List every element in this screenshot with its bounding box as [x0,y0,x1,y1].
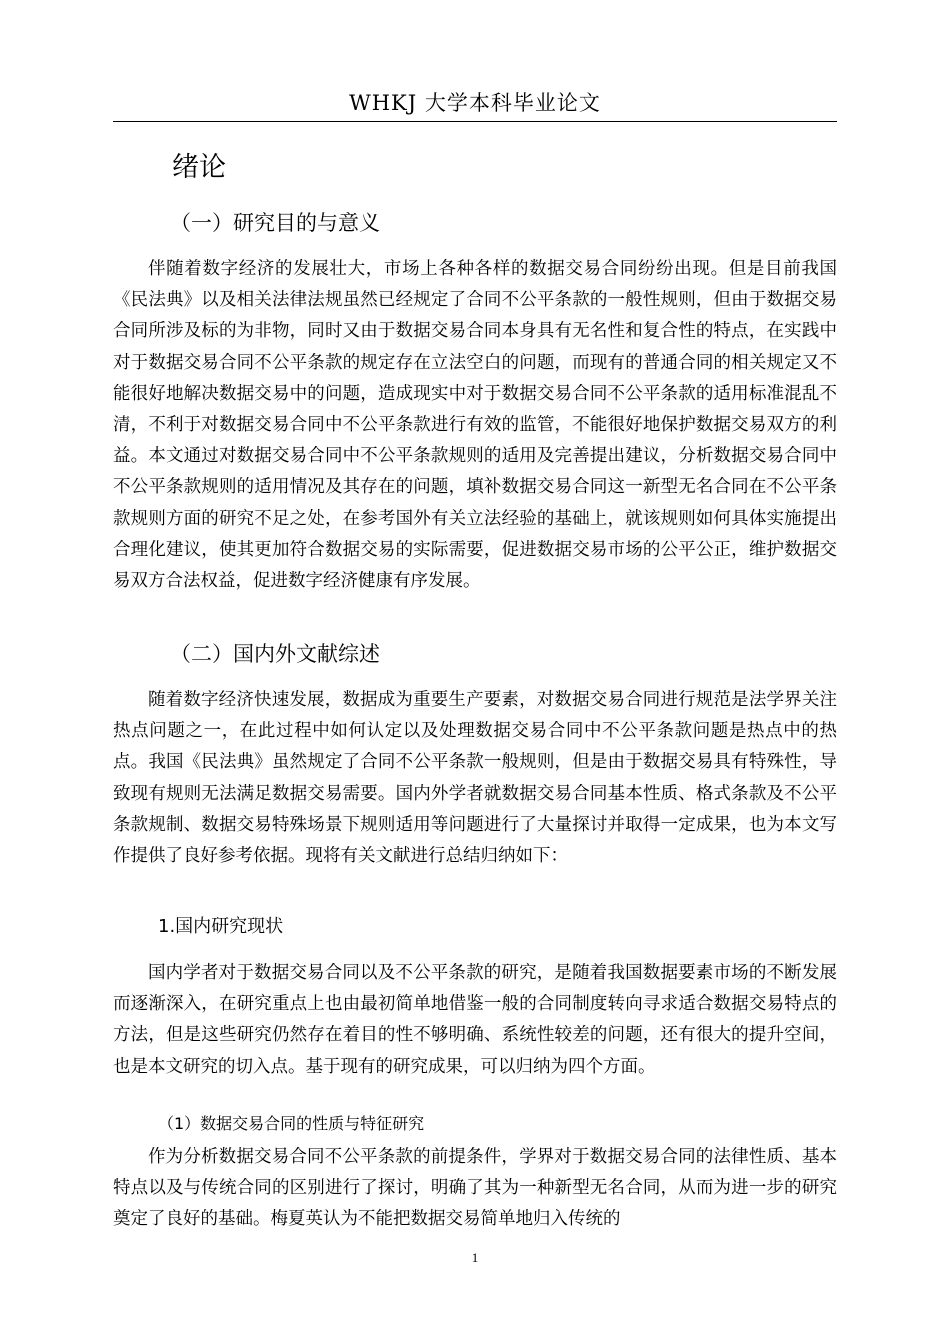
section-2-paragraph: 随着数字经济快速发展，数据成为重要生产要素，对数据交易合同进行规范是法学界关注热点问题之一，在此过程中如何认定以及处理数据交易合同中不公平条款问题是热点中的热点。我国《民法典》虽然规定了合同不公平条款一般规则，但是由于数据交易具有特殊性，导致现有规则无法满足数据交易需要。国内外学者就数据交易合同基本性质、格式条款及不公平条款规制、数据交易特殊场景下规则适用等问题进行了大量探讨并取得一定成果，也为本文写作提供了良好参考依据。现将有关文献进行总结归纳如下： [113,690,837,867]
section-heading-2: （二）国内外文献综述 [170,642,380,666]
section-1-paragraph: 伴随着数字经济的发展壮大，市场上各种各样的数据交易合同纷纷出现。但是目前我国《民法典》以及相关法律法规虽然已经规定了合同不公平条款的一般性规则，但由于数据交易合同所涉及标的为非物，同时又由于数据交易合同本身具有无名性和复合性的特点，在实践中对于数据交易合同不公平条款的规定存在立法空白的问题，而现有的普通合同的相关规定又不能很好地解决数据交易中的问题，造成现实中对于数据交易合同不公平条款的适用标准混乱不清，不利于对数据交易合同中不公平条款进行有效的监管，不能很好地保护数据交易双方的利益。本文通过对数据交易合同中不公平条款规则的适用及完善提出建议，分析数据交易合同中不公平条款规则的适用情况及其存在的问题，填补数据交易合同这一新型无名合同在不公平条款规则方面的研究不足之处，在参考国外有关立法经验的基础上，就该规则如何具体实施提出合理化建议，使其更加符合数据交易的实际需要，促进数据交易市场的公平公正，维护数据交易双方合法权益，促进数字经济健康有序发展。 [113,259,837,592]
running-header: WHKJ 大学本科毕业论文 [349,91,601,115]
subsection-1-paragraph: 国内学者对于数据交易合同以及不公平条款的研究，是随着我国数据要素市场的不断发展而逐渐深入，在研究重点上也由最初简单地借鉴一般的合同制度转向寻求适合数据交易特点的方法，但是这些研究仍然存在着目的性不够明确、系统性较差的问题，还有很大的提升空间，也是本文研究的切入点。基于现有的研究成果，可以归纳为四个方面。 [113,963,837,1077]
page-number: 1 [471,1250,479,1265]
header-rule [113,121,837,122]
subsection-heading-1: 1.国内研究现状 [158,916,284,937]
chapter-title: 绪论 [172,152,226,183]
subsubsection-1-paragraph: 作为分析数据交易合同不公平条款的前提条件，学界对于数据交易合同的法律性质、基本特点以及与传统合同的区别进行了探讨，明确了其为一种新型无名合同，从而为进一步的研究奠定了良好的基础。梅夏英认为不能把数据交易简单地归入传统的 [113,1147,837,1230]
section-heading-1: （一）研究目的与意义 [170,211,380,235]
subsubsection-heading-1: （1）数据交易合同的性质与特征研究 [158,1114,425,1133]
